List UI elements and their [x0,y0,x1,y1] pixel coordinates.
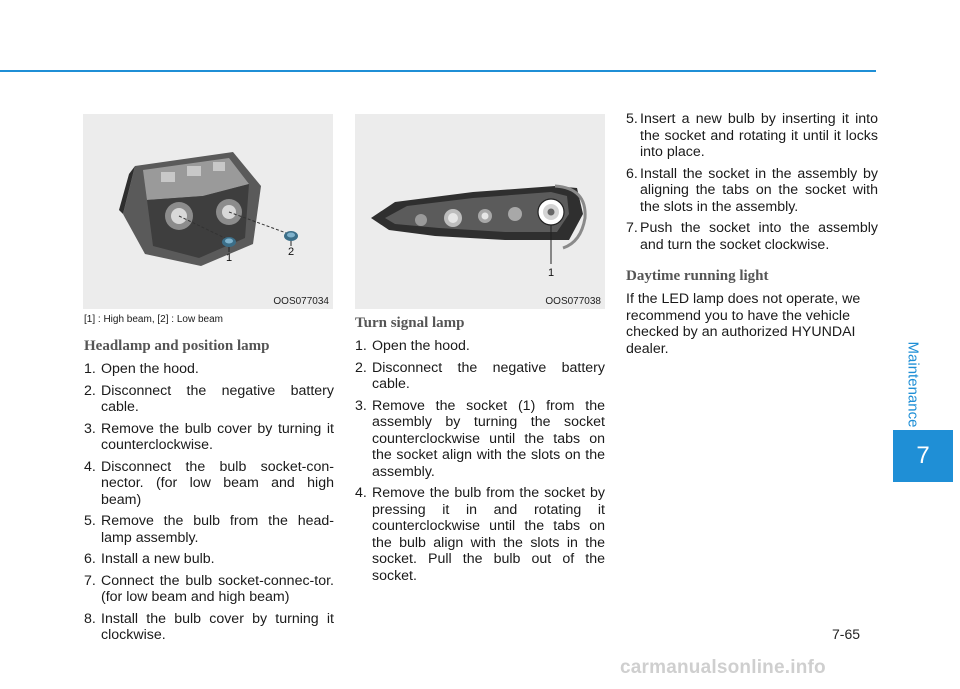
step-number: 2. [355,359,367,376]
callout-1: 1 [548,267,555,279]
headlamp-figure [83,114,333,309]
turn-signal-heading: Turn signal lamp [355,315,465,331]
column-2 [355,314,605,589]
chapter-number: 7 [916,442,930,469]
step-text: Install a new bulb. [101,551,215,567]
drl-text: If the LED lamp does not operate, we recommend you to have the vehicle checked by an authorized HYUNDAI dealer. [626,291,861,357]
turn-signal-illustration [355,114,605,309]
step-number: 2. [84,382,96,399]
high-beam-bulb-cap [222,237,236,247]
step-number: 6. [84,551,96,567]
step-text: Disconnect the negative battery cable. [101,382,334,415]
list-item [84,459,334,509]
step-number: 8. [84,610,96,627]
headlamp-heading: Headlamp and position lamp [84,338,270,354]
list-item [84,361,334,378]
list-item [84,421,334,454]
step-number: 5. [84,513,96,529]
drl-heading: Daytime running light [626,268,769,284]
list-item [355,398,605,481]
turn-signal-steps [355,338,605,584]
step-text: Remove the bulb cover by turning it counterclockwise. [101,420,334,453]
list-item [84,611,334,644]
step-number: 6. [626,165,638,182]
callout-1: 1 [226,252,233,264]
section-tab [900,343,926,425]
step-text: Insert a new bulb by inserting it into the socket and rotating it until it locks into place. [640,111,878,160]
step-text: Disconnect the bulb socket-con-nector. (for low beam and high beam) [101,458,334,508]
step-text: Connect the bulb socket-connec-tor. (for low beam and high beam) [101,572,334,605]
chapter-number-box [893,430,953,482]
callout-2: 2 [288,246,295,258]
turn-signal-socket [538,199,564,225]
headlamp-steps [84,361,334,644]
list-item [84,573,334,606]
step-text: Disconnect the negative battery cable. [372,359,605,392]
step-number: 1. [355,338,367,354]
footer-watermark: carmanualsonline.info [620,657,826,678]
list-item [84,513,334,546]
step-number: 3. [84,420,96,437]
list-item [355,338,605,355]
top-rule [0,70,876,72]
step-number: 4. [84,458,96,475]
headlamp-housing [119,152,261,266]
section-tab-label: Maintenance [904,341,922,427]
headlamp-illustration [83,114,333,309]
figure-caption: [1] : High beam, [2] : Low beam [84,314,223,325]
figure-code: OOS077038 [545,296,601,307]
list-item [626,111,878,161]
step-text: Install the socket in the assembly by aligning the tabs on the socket with the slots in the assembly. [640,165,878,215]
low-beam-bulb-cap [284,231,298,241]
list-item [626,166,878,216]
turn-signal-steps-continued [626,111,878,253]
list-item [626,220,878,253]
step-text: Remove the socket (1) from the assembly by turning the socket counterclockwise until the tabs on the socket align with the slots on the assembly. [372,397,605,480]
list-item [355,485,605,584]
step-number: 5. [626,111,638,127]
step-text: Open the hood. [101,361,199,377]
column-3 [626,111,878,357]
list-item [84,551,334,568]
step-text: Push the socket into the assembly and turn the socket clockwise. [640,220,878,253]
column-1 [84,314,334,649]
figure-code: OOS077034 [273,296,329,307]
step-number: 4. [355,485,367,501]
step-number: 3. [355,397,367,414]
list-item [84,383,334,416]
turn-signal-figure [355,114,605,309]
step-number: 7. [84,572,96,589]
step-text: Remove the bulb from the head-lamp assembly. [101,513,334,546]
step-text: Install the bulb cover by turning it clockwise. [101,610,334,643]
step-text: Open the hood. [372,338,470,354]
step-number: 7. [626,220,638,236]
list-item [355,360,605,393]
step-text: Remove the bulb from the socket by pressing it in and rotating it counterclockwise until the tabs on the bulb align with the slots in the socket. Pull the bulb out of the socket. [372,485,605,584]
step-number: 1. [84,361,96,377]
page-number: 7-65 [832,626,861,642]
